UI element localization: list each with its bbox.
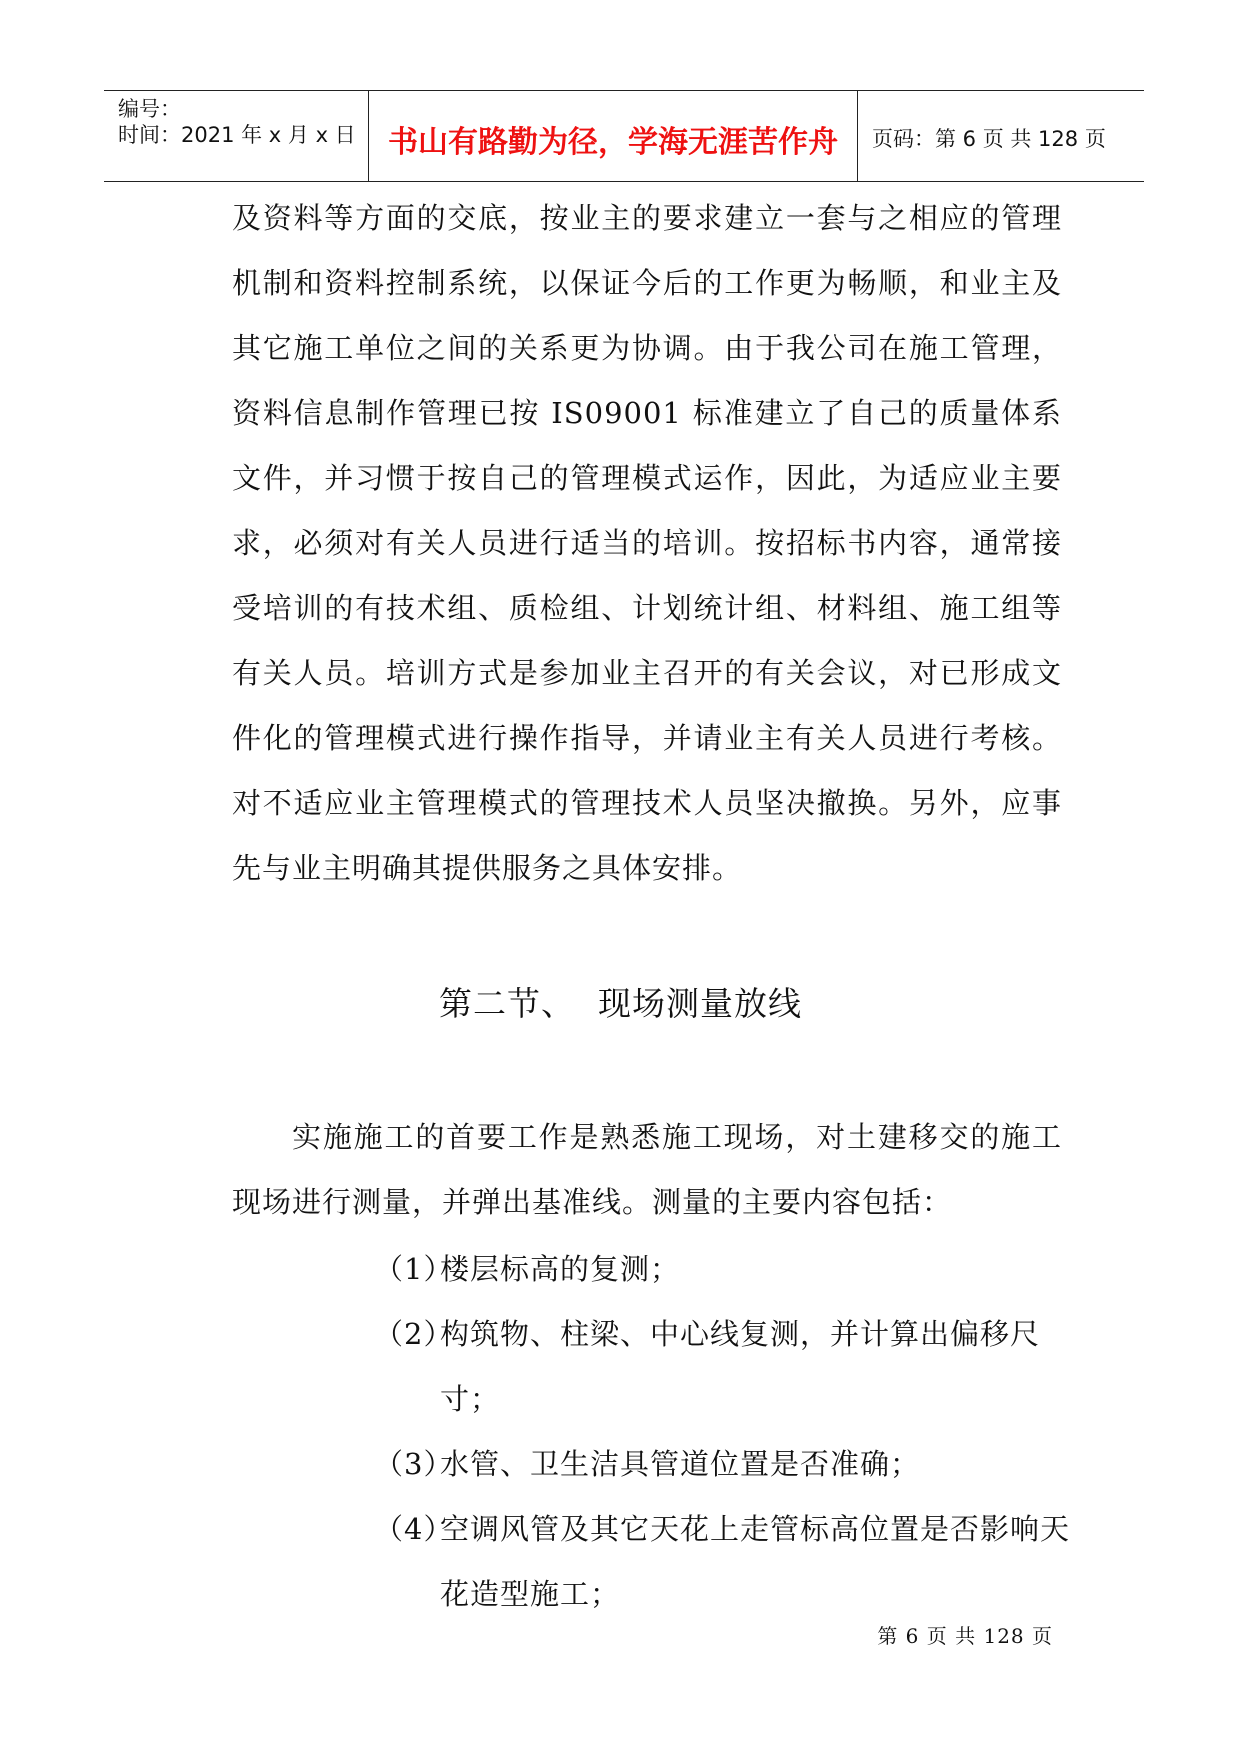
list-item xyxy=(374,1432,1074,1497)
header-page-cell xyxy=(858,91,1144,181)
page-header xyxy=(104,90,1144,182)
document-date-label: 时间：2021 年 x 月 x 日 xyxy=(118,123,356,147)
list-item-text: 空调风管及其它天花上走管标高位置是否影响天花造型施工； xyxy=(440,1512,1071,1611)
page-footer: 第 6 页 共 128 页 xyxy=(877,1624,1053,1648)
list-item xyxy=(374,1497,1074,1627)
header-motto: 书山有路勤为径，学海无涯苦作舟 xyxy=(388,125,838,160)
list-item-text: 水管、卫生洁具管道位置是否准确； xyxy=(440,1447,921,1481)
list-item-number: （4） xyxy=(374,1512,454,1546)
measurement-list xyxy=(374,1237,1074,1627)
section-title: 第二节、 现场测量放线 xyxy=(439,984,802,1023)
list-item-number: （3） xyxy=(374,1447,454,1481)
header-meta-cell xyxy=(104,91,368,181)
list-item-text: 构筑物、柱梁、中心线复测，并计算出偏移尺寸； xyxy=(440,1317,1041,1416)
header-motto-cell xyxy=(368,91,858,181)
header-page-code: 页码：第 6 页 共 128 页 xyxy=(872,127,1106,151)
body-paragraph-2: 实施施工的首要工作是熟悉施工现场，对土建移交的施工现场进行测量，并弹出基准线。测量的主要内容包括： xyxy=(232,1120,1062,1219)
list-item-number: （2） xyxy=(374,1317,454,1351)
list-item xyxy=(374,1302,1074,1432)
list-item xyxy=(374,1237,1074,1302)
body-paragraph-1: 及资料等方面的交底，按业主的要求建立一套与之相应的管理机制和资料控制系统，以保证今后的工作更为畅顺，和业主及其它施工单位之间的关系更为协调。由于我公司在施工管理，资料信息制作管理已按 IS09001 标准建立了自己的质量体系文件，并习惯于按自己的管理模式运作，因此，为适应业主要求，必须对有关人员进行适当的培训。按招标书内容，通常接受培训的有技术组、质检组、计划统计组、材料组、施工组等有关人员。培训方式是参加业主召开的有关会议，对已形成文件化的管理模式进行操作指导，并请业主有关人员进行考核。对不适应业主管理模式的管理技术人员坚决撤换。另外，应事先与业主明确其提供服务之具体安排。 xyxy=(232,201,1062,885)
document-number-label: 编号： xyxy=(118,97,181,121)
list-item-number: （1） xyxy=(374,1252,454,1286)
list-item-text: 楼层标高的复测； xyxy=(440,1252,681,1286)
